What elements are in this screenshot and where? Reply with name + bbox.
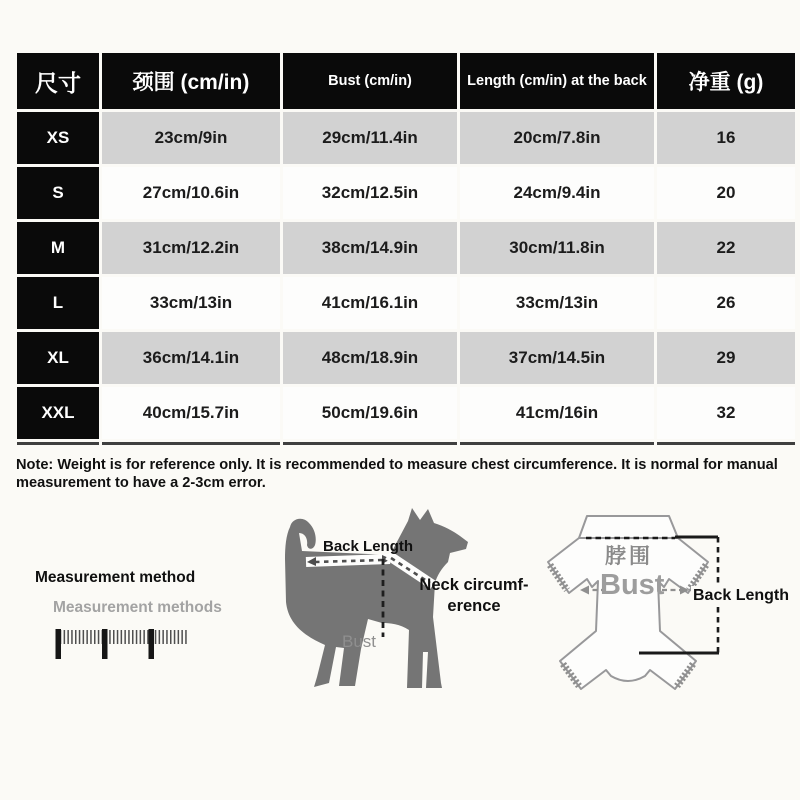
dog-neck-label-line1: Neck circumf- [419, 576, 529, 594]
garment-bust-label: Bust [600, 569, 665, 601]
size-cell: S [17, 167, 99, 219]
size-table [14, 50, 798, 448]
bust-cell: 41cm/16.1in [283, 277, 457, 329]
size-cell: M [17, 222, 99, 274]
size-cell: XL [17, 332, 99, 384]
table-row-xl [17, 332, 795, 384]
weight-cell: 29 [657, 332, 795, 384]
measurement-methods-subtitle: Measurement methods [53, 599, 222, 616]
size-cell: L [17, 277, 99, 329]
dog-neck-label-line2: erence [447, 596, 501, 615]
size-cell: XS [17, 112, 99, 164]
neck-cell: 36cm/14.1in [102, 332, 280, 384]
dog-bust-label: Bust [342, 632, 377, 651]
length-cell: 41cm/16in [460, 387, 654, 439]
col-header-length: Length (cm/in) at the back [460, 53, 654, 109]
bust-cell: 29cm/11.4in [283, 112, 457, 164]
weight-cell: 22 [657, 222, 795, 274]
weight-cell: 26 [657, 277, 795, 329]
neck-cell: 40cm/15.7in [102, 387, 280, 439]
neck-cell: 27cm/10.6in [102, 167, 280, 219]
dog-neck-circumference-label [409, 575, 539, 616]
weight-cell: 20 [657, 167, 795, 219]
neck-cell: 23cm/9in [102, 112, 280, 164]
table-row-s [17, 167, 795, 219]
table-header-row [17, 53, 795, 109]
col-header-bust: Bust (cm/in) [283, 53, 457, 109]
bust-cell: 48cm/18.9in [283, 332, 457, 384]
table-row-l [17, 277, 795, 329]
bust-cell: 50cm/19.6in [283, 387, 457, 439]
neck-cell: 31cm/12.2in [102, 222, 280, 274]
garment-neck-label-cn: 脖围 [605, 545, 653, 568]
neck-cell: 33cm/13in [102, 277, 280, 329]
col-header-neck: 颈围 (cm/in) [102, 53, 280, 109]
table-bottom-rule [17, 442, 795, 445]
length-cell: 24cm/9.4in [460, 167, 654, 219]
table-row-m [17, 222, 795, 274]
length-cell: 30cm/11.8in [460, 222, 654, 274]
dog-back-length-label: Back Length [323, 538, 414, 555]
length-cell: 20cm/7.8in [460, 112, 654, 164]
bust-cell: 32cm/12.5in [283, 167, 457, 219]
ruler-icon [46, 628, 196, 662]
length-cell: 37cm/14.5in [460, 332, 654, 384]
weight-cell: 16 [657, 112, 795, 164]
table-row-xxl [17, 387, 795, 439]
table-row-xs [17, 112, 795, 164]
garment-back-length-label: Back Length [693, 587, 790, 604]
col-header-size: 尺寸 [17, 53, 99, 109]
length-cell: 33cm/13in [460, 277, 654, 329]
size-note: Note: Weight is for reference only. It is recommended to measure chest circumference. It is normal for manual measurement to have a 2-3cm error. [16, 457, 778, 491]
weight-cell: 32 [657, 387, 795, 439]
bust-cell: 38cm/14.9in [283, 222, 457, 274]
col-header-weight: 净重 (g) [657, 53, 795, 109]
size-cell: XXL [17, 387, 99, 439]
garment-measurement-diagram [540, 500, 800, 720]
measurement-method-title: Measurement method [35, 569, 196, 586]
